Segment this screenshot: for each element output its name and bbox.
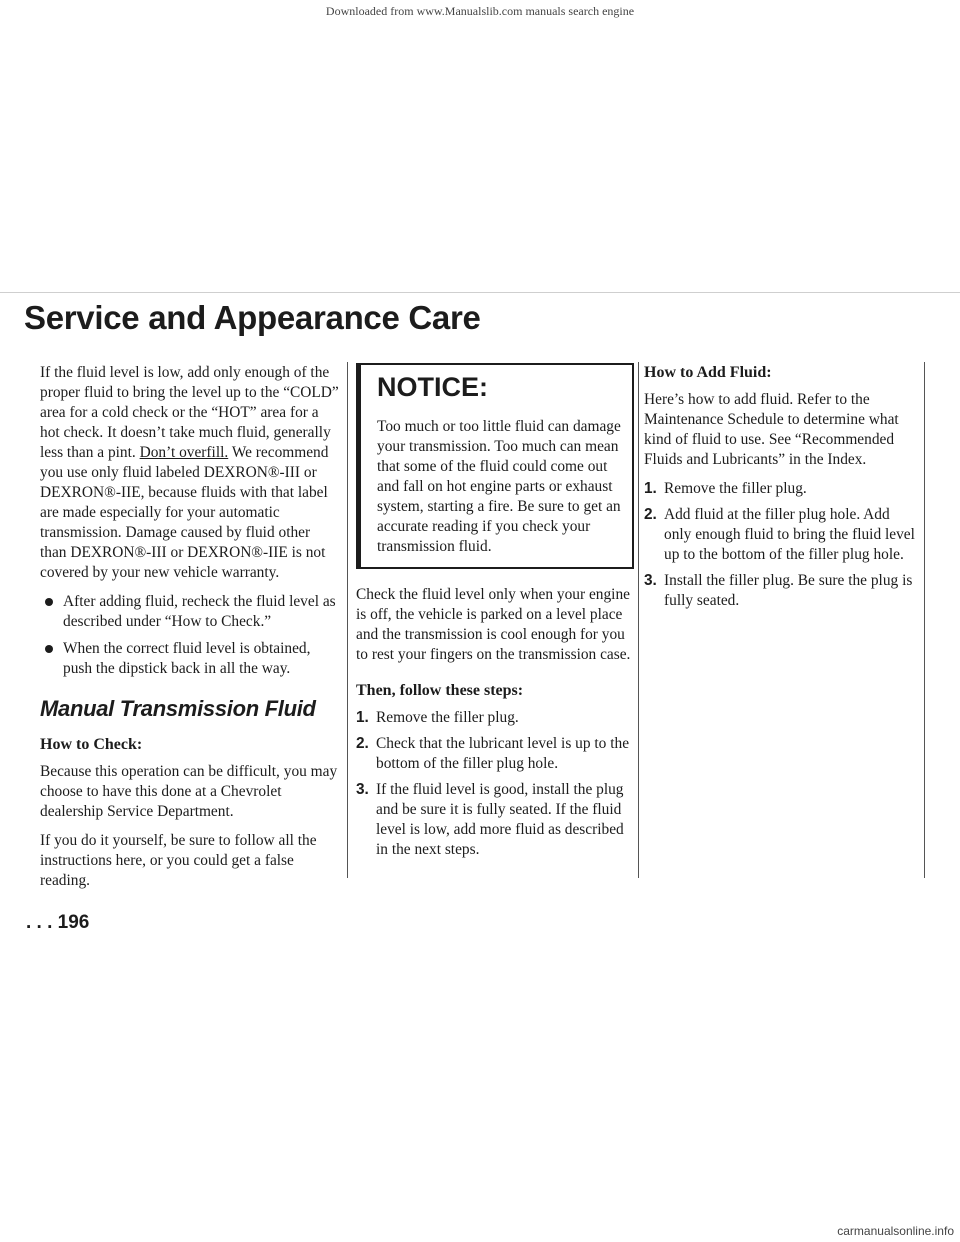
column-right: [644, 363, 916, 617]
step-number: 3.: [644, 572, 657, 589]
download-header: Downloaded from www.Manualslib.com manuals search engine: [325, 4, 635, 18]
list-item: [40, 639, 340, 679]
column-divider-2: [638, 362, 639, 878]
bullet-list: [40, 592, 340, 679]
notice-title: NOTICE:: [377, 372, 488, 402]
notice-box: [356, 363, 634, 569]
dont-overfill-warning: Don’t overfill.: [139, 444, 229, 461]
step-item: [644, 479, 916, 499]
column-left: [40, 363, 340, 900]
how-to-add-fluid-heading: How to Add Fluid:: [644, 364, 772, 381]
step-number: 2.: [644, 506, 657, 523]
top-rule: [0, 292, 960, 293]
step-text: Add fluid at the filler plug hole. Add only enough fluid to bring the fluid level up to the bottom of the filler plug hole.: [664, 506, 915, 563]
fluid-level-paragraph: [40, 363, 340, 583]
manual-transmission-heading: Manual Transmission Fluid: [40, 696, 316, 721]
step-item: [644, 505, 916, 565]
section-title: Service and Appearance Care: [24, 299, 481, 336]
bullet-icon: [45, 598, 53, 606]
step-text: If the fluid level is good, install the plug and be sure it is fully seated. If the fluid level is low, add more fluid as described in the next steps.: [376, 781, 624, 858]
step-item: [644, 571, 916, 611]
page-number: . . . 196: [26, 912, 90, 933]
column-middle: [356, 363, 634, 866]
step-item: [356, 734, 634, 774]
add-fluid-paragraph: Here’s how to add fluid. Refer to the Maintenance Schedule to determine what kind of fluid to use. See “Recommended Fluids and Lubricants” in the Index.: [644, 391, 899, 468]
step-number: 2.: [356, 735, 369, 752]
how-to-check-heading: How to Check:: [40, 736, 143, 753]
step-number: 3.: [356, 781, 369, 798]
steps-heading: Then, follow these steps:: [356, 682, 524, 699]
step-number: 1.: [644, 480, 657, 497]
instructions-paragraph: If you do it yourself, be sure to follow all the instructions here, or you could get a false reading.: [40, 832, 317, 889]
step-item: [356, 708, 634, 728]
step-text: Check that the lubricant level is up to the bottom of the filler plug hole.: [376, 735, 630, 772]
notice-text: Too much or too little fluid can damage your transmission. Too much can mean that some of the fluid could come out and fall on hot engine parts or exhaust system, starting a fire. Be sure to get an accurate reading if you check your transmission fluid.: [377, 418, 621, 555]
fluid-level-text-b: We recommend you use only fluid labeled DEXRON®-III or DEXRON®-IIE, because fluids with that label are made especially for your automatic transmission. Damage caused by fluid other than DEXRON®-III or DEXRON®-IIE is not covered by your new vehicle warranty.: [40, 444, 329, 581]
column-divider-3: [924, 362, 925, 878]
column-divider-1: [347, 362, 348, 878]
site-footer: carmanualsonline.info: [837, 1224, 954, 1238]
step-text: Remove the filler plug.: [376, 709, 519, 726]
bullet-icon: [45, 645, 53, 653]
step-text: Remove the filler plug.: [664, 480, 807, 497]
step-item: [356, 780, 634, 860]
list-item-text: When the correct fluid level is obtained, push the dipstick back in all the way.: [63, 640, 311, 677]
list-item: [40, 592, 340, 632]
step-number: 1.: [356, 709, 369, 726]
fluid-level-text-a: If the fluid level is low, add only enough of the proper fluid to bring the level up to the “COLD” area for a cold check or the “HOT” area for a hot check. It doesn’t take much fluid, generally less than a pint.: [40, 364, 339, 461]
step-text: Install the filler plug. Be sure the plug is fully seated.: [664, 572, 913, 609]
add-steps-list: [644, 479, 916, 611]
difficulty-paragraph: Because this operation can be difficult, you may choose to have this done at a Chevrolet dealership Service Department.: [40, 763, 338, 820]
check-steps-list: [356, 708, 634, 860]
check-conditions-paragraph: Check the fluid level only when your engine is off, the vehicle is parked on a level place and the transmission is cool enough for you to rest your fingers on the transmission case.: [356, 586, 631, 663]
list-item-text: After adding fluid, recheck the fluid level as described under “How to Check.”: [63, 593, 336, 630]
